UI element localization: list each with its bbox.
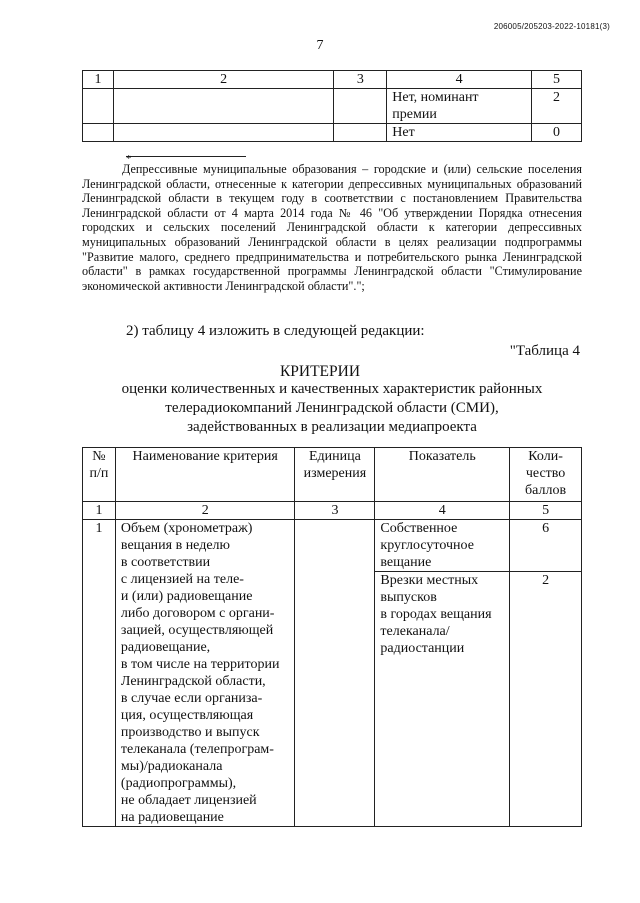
subtitle-line: задействованных в реализации медиапроекта — [187, 419, 477, 435]
subtitle-line: телерадиокомпаний Ленинградской области (СМИ), — [165, 400, 499, 416]
criterion-line: в соответствии — [120, 555, 211, 570]
header-number: № п/п — [83, 448, 116, 502]
indicator-line: в городах вещания — [380, 607, 492, 622]
column-numbering-row — [83, 502, 582, 520]
table-row — [83, 124, 582, 142]
col-number-cell: 2 — [115, 502, 295, 520]
col-number-cell: 3 — [334, 71, 387, 89]
amendment-paragraph: 2) таблицу 4 изложить в следующей редакции: — [126, 323, 425, 339]
document-id: 206005/205203-2022-10181(3) — [493, 22, 610, 31]
table-cell — [83, 124, 114, 142]
indicator-line: радиостанции — [380, 641, 465, 656]
criterion-line: телеканала (телепрограм- — [120, 742, 274, 757]
col-number-cell: 3 — [295, 502, 375, 520]
table-cell — [334, 89, 387, 124]
table-header-row — [83, 448, 582, 502]
criterion-line: либо договором с органи- — [120, 606, 275, 621]
criterion-line: Ленинградской области, — [120, 674, 266, 689]
criterion-line: не обладает лицензией — [120, 793, 257, 808]
indicator-line: круглосуточное — [380, 538, 474, 553]
indicator-line: Врезки местных — [380, 573, 479, 588]
criterion-line: мы)/радиоканала — [120, 759, 223, 774]
points-cell — [510, 520, 582, 827]
table-cell — [334, 124, 387, 142]
footnote-marker: * — [126, 153, 132, 165]
header-points: Коли- чество баллов — [510, 448, 582, 502]
table-header-row — [83, 71, 582, 89]
col-number-cell: 4 — [375, 502, 510, 520]
page-number: 7 — [316, 38, 324, 53]
header-criterion: Наименование критерия — [115, 448, 295, 502]
table-cell — [113, 124, 333, 142]
criterion-line: в том числе на территории — [120, 657, 280, 672]
row-number: 1 — [83, 520, 116, 827]
table-row — [83, 89, 582, 124]
indicator-cell — [375, 520, 510, 827]
criteria-subtitle — [82, 380, 582, 437]
criterion-line: ция, осуществляющая — [120, 708, 254, 723]
table-label: "Таблица 4 — [509, 343, 580, 359]
points-cell: 0 — [532, 124, 582, 142]
criterion-line: с лицензией на теле- — [120, 572, 244, 587]
subtitle-line: оценки количественных и качественных характеристик районных — [121, 381, 543, 397]
criterion-line: радиовещание, — [120, 640, 211, 655]
criterion-line: на радиовещание — [120, 810, 224, 825]
header-unit: Единица измерения — [295, 448, 375, 502]
criterion-line: вещания в неделю — [120, 538, 230, 553]
header-indicator: Показатель — [375, 448, 510, 502]
criterion-line: в случае если организа- — [120, 691, 263, 706]
points-local-inserts: 2 — [510, 571, 581, 589]
criterion-cell — [115, 520, 295, 827]
points-cell: 2 — [532, 89, 582, 124]
indicator-cell: Нет — [387, 124, 532, 142]
col-number-cell: 1 — [83, 71, 114, 89]
indicator-line: выпусков — [380, 590, 437, 605]
table-cell — [83, 89, 114, 124]
criteria-title: КРИТЕРИИ — [279, 363, 361, 380]
points-own-broadcast: 6 — [542, 521, 550, 536]
indicator-line: Собственное — [380, 521, 458, 536]
criterion-line: (радиопрограммы), — [120, 776, 237, 791]
unit-cell — [295, 520, 375, 827]
criteria-table — [82, 447, 582, 827]
col-number-cell: 5 — [532, 71, 582, 89]
criterion-line: зацией, осуществляющей — [120, 623, 274, 638]
col-number-cell: 4 — [387, 71, 532, 89]
table-cell — [113, 89, 333, 124]
col-number-cell: 2 — [113, 71, 333, 89]
continued-table — [82, 70, 582, 142]
criterion-line: Объем (хронометраж) — [120, 521, 253, 536]
indicator-cell: Нет, номинант премии — [387, 89, 532, 124]
footnote-text: Депрессивные муниципальные образования – городские и (или) сельские поселения Ленинградской области, отнесенные к категории депрессивных муниципальных образований Ленинградской области в текущем году в соответствии с постановлением Правительства Ленинградской области от 4 марта 2014 года № 46 "Об утверждении Порядка отнесения городских и сельских поселений Ленинградской области к категории депрессивных муниципальных образований Ленинградской области в целях реализации подпрограммы "Развитие малого, среднего предпринимательства и потребительского рынка Ленинградской области" в рамках государственной программы Ленинградской области "Стимулирование экономической активности Ленинградской области"."; — [82, 162, 582, 293]
table-row — [83, 520, 582, 827]
indicator-own-broadcast — [380, 520, 504, 571]
col-number-cell: 1 — [83, 502, 116, 520]
criterion-line: производство и выпуск — [120, 725, 260, 740]
col-number-cell: 5 — [510, 502, 582, 520]
indicator-line: вещание — [380, 555, 432, 570]
criterion-line: и (или) радиовещание — [120, 589, 253, 604]
indicator-local-inserts — [380, 572, 504, 657]
indicator-line: телеканала/ — [380, 624, 450, 639]
footnote-separator — [126, 156, 246, 157]
